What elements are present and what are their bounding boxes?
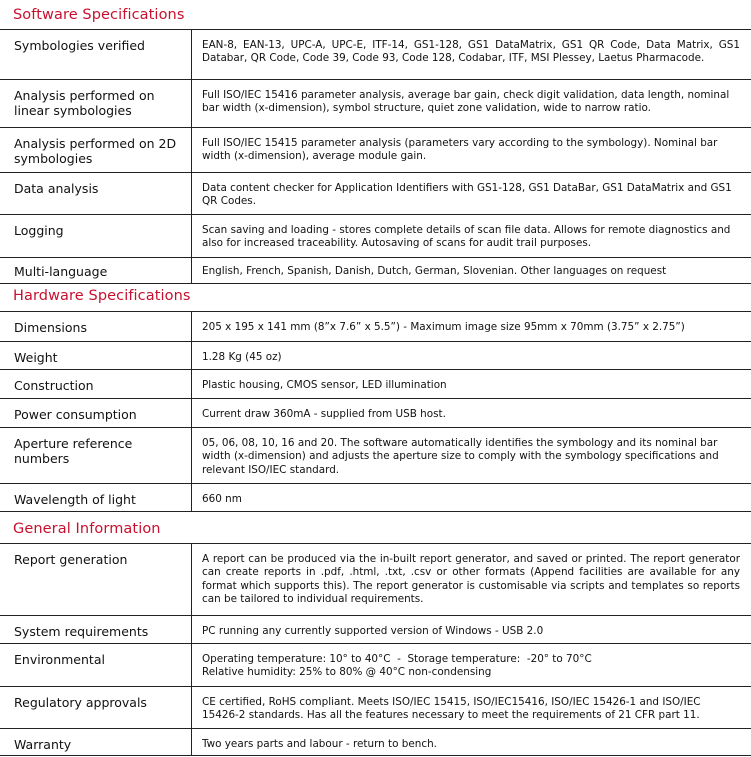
environmental-line-humidity: Relative humidity: 25% to 80% @ 40°C non-condensing bbox=[202, 666, 492, 679]
spec-value: A report can be produced via the in-built report generator, and saved or printed. The report generator can create reports in .pdf, .html, .txt, .csv or other formats (Append facilities are available for any format which supports this). The report generator is customisable via scripts and templates so reports can be tailored to individual requirements. bbox=[202, 553, 740, 605]
column-divider bbox=[191, 484, 192, 511]
spec-row-data-analysis bbox=[0, 172, 751, 214]
environmental-line-temperature: Operating temperature: 10° to 40°C - Storage temperature: -20° to 70°C bbox=[202, 653, 592, 665]
spec-value: EAN-8, EAN-13, UPC-A, UPC-E, ITF-14, GS1-128, GS1 DataMatrix, GS1 QR Code, Data Matrix, GS1 Databar, QR Code, Code 39, Code 93, Code 128, Codabar, ITF, MSI Plessey, Laetus Pharmacode. bbox=[202, 39, 740, 65]
spec-label: Dimensions bbox=[14, 320, 87, 335]
column-divider bbox=[191, 399, 192, 427]
column-divider bbox=[191, 544, 192, 615]
spec-row-weight bbox=[0, 341, 751, 369]
spec-value bbox=[202, 653, 740, 680]
spec-label: Weight bbox=[14, 350, 58, 365]
spec-value: Scan saving and loading - stores complete details of scan file data. Allows for remote diagnostics and also for increased traceability. Autosaving of scans for audit trail purposes. bbox=[202, 224, 731, 250]
spec-row-power bbox=[0, 398, 751, 427]
spec-row-2d-analysis bbox=[0, 127, 751, 172]
column-divider bbox=[191, 128, 192, 172]
spec-label: Report generation bbox=[14, 552, 128, 567]
spec-value: CE certified, RoHS compliant. Meets ISO/IEC 15415, ISO/IEC15416, ISO/IEC 15426-1 and ISO/IEC 15426-2 standards. Has all the features necessary to meet the requirements of 21 CFR part 11. bbox=[202, 696, 701, 722]
column-divider bbox=[191, 258, 192, 283]
spec-label: Logging bbox=[14, 223, 64, 238]
spec-label: Regulatory approvals bbox=[14, 695, 147, 710]
spec-row-system-requirements bbox=[0, 615, 751, 643]
spec-label: Wavelength of light bbox=[14, 492, 136, 507]
spec-label: Environmental bbox=[14, 652, 105, 667]
spec-label: Multi-language bbox=[14, 264, 108, 279]
spec-value: 1.28 Kg (45 oz) bbox=[202, 351, 282, 363]
column-divider bbox=[191, 30, 192, 79]
spec-row-dimensions bbox=[0, 311, 751, 341]
spec-row-multi-language bbox=[0, 257, 751, 284]
spec-row-warranty bbox=[0, 728, 751, 756]
spec-value: Full ISO/IEC 15415 parameter analysis (parameters vary according to the symbology). Nominal bar width (x-dimension), average module gain. bbox=[202, 137, 718, 163]
spec-value: PC running any currently supported version of Windows - USB 2.0 bbox=[202, 625, 544, 637]
spec-label: System requirements bbox=[14, 624, 149, 639]
spec-label: Construction bbox=[14, 378, 94, 393]
spec-row-linear-analysis bbox=[0, 79, 751, 127]
column-divider bbox=[191, 644, 192, 686]
column-divider bbox=[191, 342, 192, 369]
spec-value: 205 x 195 x 141 mm (8”x 7.6” x 5.5”) - Maximum image size 95mm x 70mm (3.75” x 2.75”) bbox=[202, 321, 685, 333]
column-divider bbox=[191, 616, 192, 643]
spec-row-construction bbox=[0, 369, 751, 398]
column-divider bbox=[191, 687, 192, 728]
spec-row-aperture bbox=[0, 427, 751, 483]
spec-value: Data content checker for Application Identifiers with GS1-128, GS1 DataBar, GS1 DataMatrix and GS1 QR Codes. bbox=[202, 182, 732, 208]
column-divider bbox=[191, 312, 192, 341]
column-divider bbox=[191, 428, 192, 483]
spec-label: Data analysis bbox=[14, 181, 99, 196]
column-divider bbox=[191, 370, 192, 398]
column-divider bbox=[191, 80, 192, 127]
spec-row-regulatory bbox=[0, 686, 751, 728]
spec-row-symbologies bbox=[0, 29, 751, 79]
spec-value: Current draw 360mA - supplied from USB host. bbox=[202, 408, 446, 420]
spec-label: Analysis performed on linear symbologies bbox=[14, 88, 155, 118]
spec-value: Plastic housing, CMOS sensor, LED illumination bbox=[202, 379, 447, 391]
spec-value: Full ISO/IEC 15416 parameter analysis, average bar gain, check digit validation, data length, nominal bar width (x-dimension), symbol structure, quiet zone validation, wide to narrow ratio. bbox=[202, 89, 730, 115]
spec-label: Symbologies verified bbox=[14, 38, 145, 53]
spec-value: 660 nm bbox=[202, 493, 242, 505]
spec-row-report-generation bbox=[0, 543, 751, 615]
column-divider bbox=[191, 173, 192, 214]
spec-value: 05, 06, 08, 10, 16 and 20. The software automatically identifies the symbology and its nominal bar width (x-dimension) and adjusts the aperture size to comply with the symbology specifications and relevant ISO/IEC standard. bbox=[202, 437, 719, 476]
column-divider bbox=[191, 729, 192, 755]
spec-label: Power consumption bbox=[14, 407, 137, 422]
spec-label: Analysis performed on 2D symbologies bbox=[14, 136, 177, 166]
section-title-general: General Information bbox=[13, 521, 161, 537]
spec-value: Two years parts and labour - return to bench. bbox=[202, 738, 437, 750]
column-divider bbox=[191, 215, 192, 257]
section-title-hardware: Hardware Specifications bbox=[13, 288, 191, 304]
spec-value: English, French, Spanish, Danish, Dutch, German, Slovenian. Other languages on request bbox=[202, 265, 667, 277]
spec-row-wavelength bbox=[0, 483, 751, 512]
spec-label: Warranty bbox=[14, 737, 72, 752]
spec-label: Aperture reference numbers bbox=[14, 436, 133, 466]
section-title-software: Software Specifications bbox=[13, 7, 185, 23]
spec-row-environmental bbox=[0, 643, 751, 686]
spec-row-logging bbox=[0, 214, 751, 257]
